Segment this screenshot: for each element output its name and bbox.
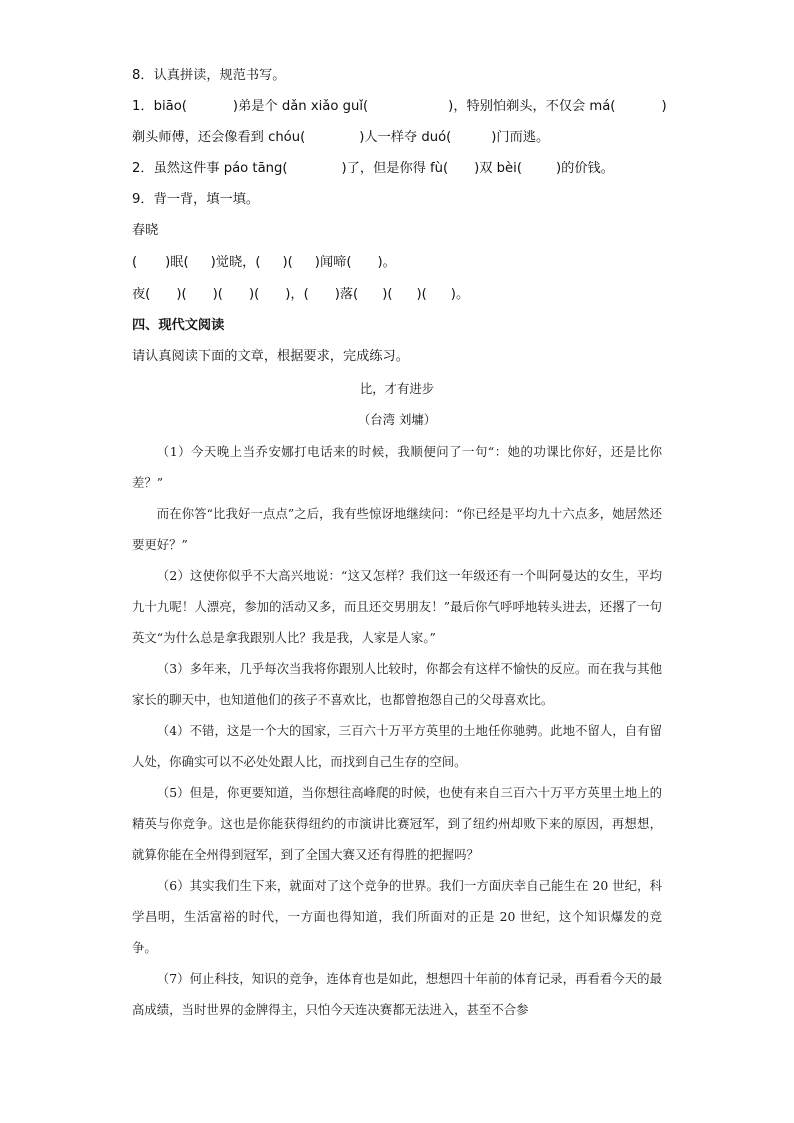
section-4-instruction: 请认真阅读下面的文章，根据要求，完成练习。 bbox=[132, 349, 409, 364]
article-paragraph: （6）其实我们生下来，就面对了这个竞争的世界。我们一方面庆幸自己能生在 20 世纪，科学昌明，生活富裕的时代，一方面也得知道，我们所面对的正是 20 世纪，这个知识爆发的竞争。 bbox=[132, 878, 662, 955]
q8-l3-seg-a: 2．虽然这件事 páo tāng( bbox=[132, 161, 288, 176]
poem-l1-seg: )。 bbox=[377, 255, 396, 270]
article-paragraph: （3）多年来，几乎每次当我将你跟别人比较时，你都会有这样不愉快的反应。而在我与其他家长的聊天中，也知道他们的孩子不喜欢比，也都曾抱怨自己的父母喜欢比。 bbox=[132, 661, 662, 707]
q8-l1-seg-b: )弟是个 dǎn xiǎo guǐ( bbox=[232, 99, 369, 114]
poem-l2-seg: 夜( bbox=[132, 287, 151, 302]
poem-l2-seg: )( bbox=[212, 287, 223, 302]
article-paragraph: （1）今天晚上当乔安娜打电话来的时候，我顺便问了一句“：她的功课比你好，还是比你差？” bbox=[132, 444, 662, 490]
article-paragraph: （2）这使你似乎不大高兴地说：“这又怎样？我们这一年级还有一个叫阿曼达的女生，平均九十九呢！人漂亮，参加的活动又多，而且还交男朋友！”最后你气呼呼地转头进去，还撂了一句英文“为什么总是拿我跟别人比？我是我，人家是人家。” bbox=[132, 568, 662, 645]
poem-l2-seg: )，( bbox=[285, 287, 309, 302]
article-paragraph: （4）不错，这是一个大的国家，三百六十万平方英里的土地任你驰骋。此地不留人，自有留人处，你确实可以不必处处跟人比，而找到自己生存的空间。 bbox=[132, 723, 662, 769]
q8-l3-seg-d: )的价钱。 bbox=[555, 161, 614, 176]
poem-line-1 bbox=[132, 254, 396, 272]
poem-l1-seg: ( bbox=[132, 255, 138, 270]
q8-l2-seg-c: )门而逃。 bbox=[491, 130, 550, 145]
poem-line-2 bbox=[132, 286, 469, 304]
poem-l1-seg: )觉晓，( bbox=[210, 255, 261, 270]
poem-l2-seg: )( bbox=[382, 287, 393, 302]
poem-l2-seg: )落( bbox=[334, 287, 359, 302]
section-4-heading: 四、现代文阅读 bbox=[132, 318, 225, 333]
question-8-line-3 bbox=[132, 160, 614, 178]
poem-l1-seg: )闻啼( bbox=[314, 255, 352, 270]
question-9-title: 9．背一背，填一填。 bbox=[132, 192, 260, 207]
q8-l2-seg-b: )人一样夺 duó( bbox=[359, 130, 452, 145]
article-paragraph: 而在你答“比我好一点点”之后，我有些惊讶地继续问：“你已经是平均九十六点多，她居然还要更好？” bbox=[132, 506, 662, 552]
q8-l1-seg-c: )，特别怕剃头，不仅会 má( bbox=[448, 99, 616, 114]
poem-l1-seg: )眠( bbox=[165, 255, 189, 270]
poem-l2-seg: )( bbox=[248, 287, 260, 302]
q8-l1-seg-d: ) bbox=[661, 99, 667, 114]
question-8-line-2 bbox=[132, 129, 549, 147]
poem-l2-seg: )( bbox=[176, 287, 187, 302]
poem-l1-seg: )( bbox=[282, 255, 293, 270]
poem-l2-seg: )( bbox=[416, 287, 427, 302]
question-8-title: 8．认真拼读，规范书写。 bbox=[132, 68, 286, 83]
poem-title: 春晓 bbox=[132, 223, 159, 238]
q8-l3-seg-b: )了，但是你得 fù( bbox=[341, 161, 449, 176]
article-author: （台湾 刘墉） bbox=[357, 412, 437, 427]
article-title: 比，才有进步 bbox=[359, 381, 435, 396]
question-8-line-1 bbox=[132, 98, 667, 116]
article-paragraph: （5）但是，你更要知道，当你想往高峰爬的时候，也使有来自三百六十万平方英里土地上的精英与你竞争。这也是你能获得纽约的市演讲比赛冠军，到了纽约州却败下来的原因，再想想，就算你能在全州得到冠军，到了全国大赛又还有得胜的把握吗？ bbox=[132, 785, 662, 862]
q8-l2-seg-a: 剃头师傅，还会像看到 chóu( bbox=[132, 130, 306, 145]
q8-l3-seg-c: )双 bèi( bbox=[474, 161, 522, 176]
article-paragraph: （7）何止科技，知识的竞争，连体育也是如此，想想四十年前的体育记录，再看看今天的最高成绩，当时世界的金牌得主，只怕今天连决赛都无法进入，甚至不合参 bbox=[132, 971, 662, 1017]
q8-l1-seg-a: 1．biāo( bbox=[132, 99, 187, 114]
poem-l2-seg: )。 bbox=[450, 287, 470, 302]
article-body bbox=[132, 436, 662, 1025]
